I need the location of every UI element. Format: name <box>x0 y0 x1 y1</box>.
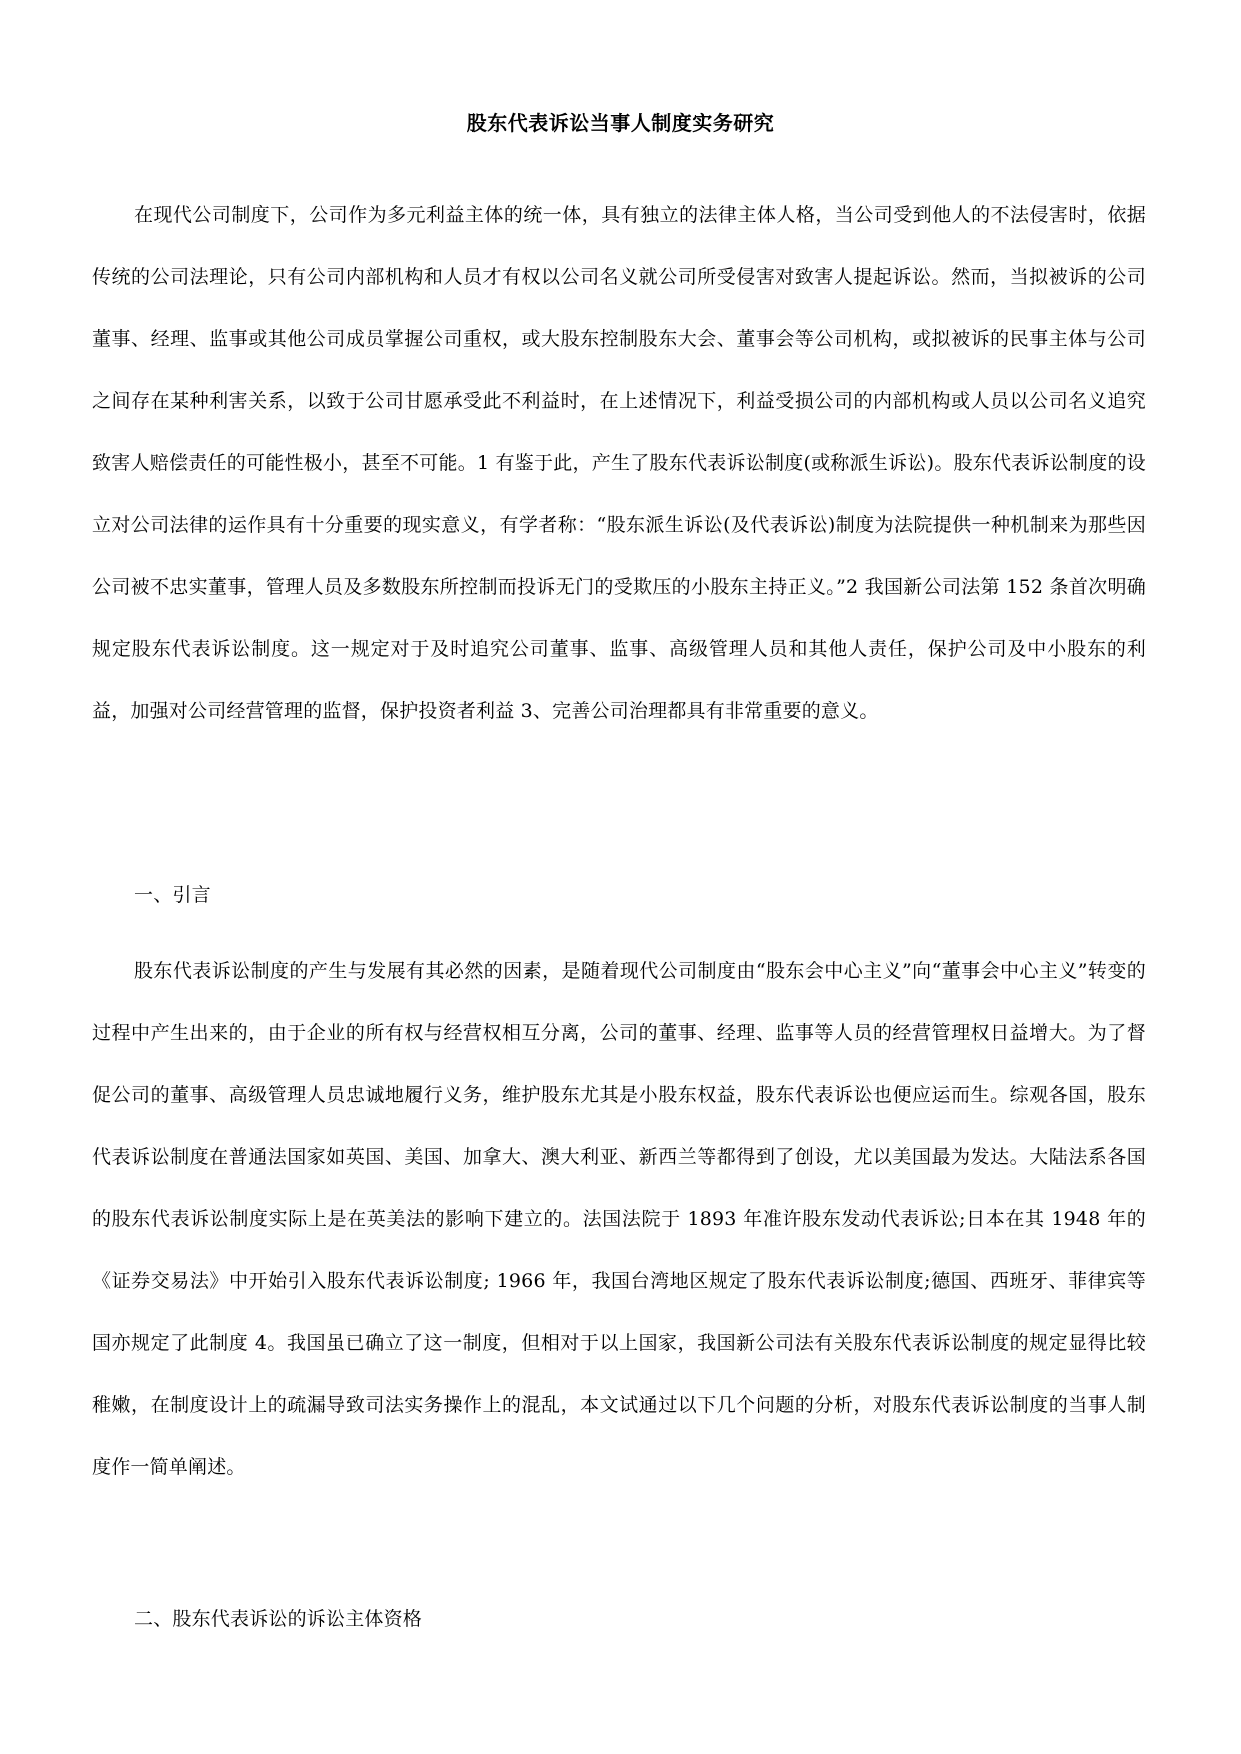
body-paragraph: 股东代表诉讼制度的产生与发展有其必然的因素，是随着现代公司制度由“股东会中心主义”向“董事会中心主义”转变的过程中产生出来的，由于企业的所有权与经营权相互分离，公司的董事、经理、监事等人员的经营管理权日益增大。为了督促公司的董事、高级管理人员忠诚地履行义务，维护股东尤其是小股东权益，股东代表诉讼也便应运而生。综观各国，股东代表诉讼制度在普通法国家如英国、美国、加拿大、澳大利亚、新西兰等都得到了创设，尤以美国最为发达。大陆法系各国的股东代表诉讼制度实际上是在英美法的影响下建立的。法国法院于 1893 年准许股东发动代表诉讼;日本在其 1948 年的《证券交易法》中开始引入股东代表诉讼制度; 1966 年，我国台湾地区规定了股东代表诉讼制度;德国、西班牙、菲律宾等国亦规定了此制度 4。我国虽已确立了这一制度，但相对于以上国家，我国新公司法有关股东代表诉讼制度的规定显得比较稚嫩，在制度设计上的疏漏导致司法实务操作上的混乱，本文试通过以下几个问题的分析，对股东代表诉讼制度的当事人制度作一简单阐述。 <box>92 960 1146 1478</box>
document-title: 股东代表诉讼当事人制度实务研究 <box>466 111 775 135</box>
intro-paragraph: 在现代公司制度下，公司作为多元利益主体的统一体，具有独立的法律主体人格，当公司受到他人的不法侵害时，依据传统的公司法理论，只有公司内部机构和人员才有权以公司名义就公司所受侵害对致害人提起诉讼。然而，当拟被诉的公司董事、经理、监事或其他公司成员掌握公司重权，或大股东控制股东大会、董事会等公司机构，或拟被诉的民事主体与公司之间存在某种利害关系，以致于公司甘愿承受此不利益时，在上述情况下，利益受损公司的内部机构或人员以公司名义追究致害人赔偿责任的可能性极小，甚至不可能。1 有鉴于此，产生了股东代表诉讼制度(或称派生诉讼)。股东代表诉讼制度的设立对公司法律的运作具有十分重要的现实意义，有学者称：“股东派生诉讼(及代表诉讼)制度为法院提供一种机制来为那些因公司被不忠实董事，管理人员及多数股东所控制而投诉无门的受欺压的小股东主持正义。”2 我国新公司法第 152 条首次明确规定股东代表诉讼制度。这一规定对于及时追究公司董事、监事、高级管理人员和其他人责任，保护公司及中小股东的利益，加强对公司经营管理的监督，保护投资者利益 3、完善公司治理都具有非常重要的意义。 <box>92 204 1146 722</box>
section-heading-litigation-subject: 二、股东代表诉讼的诉讼主体资格 <box>134 1608 423 1630</box>
section-heading-introduction: 一、引言 <box>134 884 211 906</box>
